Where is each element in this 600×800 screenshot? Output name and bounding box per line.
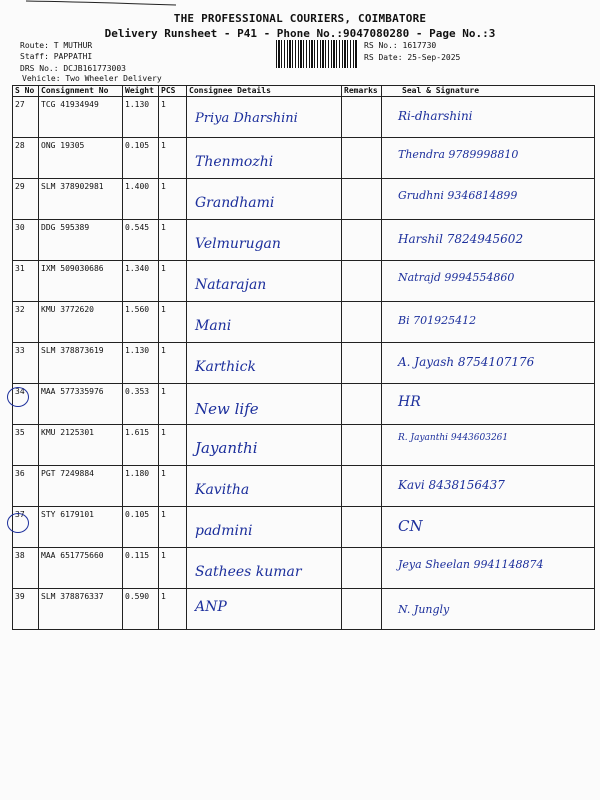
- row-sno-cell: [13, 261, 39, 302]
- row-signature-handwritten: HR: [398, 394, 421, 410]
- table-row: [13, 384, 595, 425]
- row-sno-cell: [13, 466, 39, 507]
- row-consignee-handwritten: Karthick: [195, 359, 256, 375]
- row-consignment-no-cell: [39, 548, 123, 589]
- row-pcs: 1: [161, 305, 166, 314]
- row-signature-handwritten: Ri-dharshini: [398, 109, 473, 123]
- vehicle-label: Vehicle: Two Wheeler Delivery: [22, 74, 162, 83]
- row-weight: 1.340: [125, 264, 150, 273]
- row-sno-cell: [13, 179, 39, 220]
- row-pcs-cell: [159, 425, 187, 466]
- row-signature-handwritten: Natrajd 9994554860: [398, 271, 515, 284]
- row-signature-handwritten: Thendra 9789998810: [398, 148, 519, 161]
- row-weight: 0.545: [125, 223, 150, 232]
- row-consignee-handwritten: Velmurugan: [195, 236, 281, 252]
- company-title: THE PROFESSIONAL COURIERS, COIMBATORE: [173, 12, 427, 25]
- row-seal-cell: [382, 343, 595, 384]
- row-consignee-cell: [187, 302, 342, 343]
- row-pcs-cell: [159, 220, 187, 261]
- row-consignee-handwritten: ANP: [195, 599, 227, 615]
- row-remarks-cell: [342, 343, 382, 384]
- row-consignee-handwritten: Sathees kumar: [195, 564, 302, 580]
- row-consignee-handwritten: Thenmozhi: [195, 154, 274, 170]
- row-pcs: 1: [161, 510, 166, 519]
- row-sno: 39: [15, 592, 25, 601]
- row-pcs-cell: [159, 507, 187, 548]
- row-pcs: 1: [161, 428, 166, 437]
- row-consignment-no: STY 6179101: [41, 510, 94, 519]
- table-row: [13, 425, 595, 466]
- table-row: [13, 548, 595, 589]
- row-consignment-no-cell: [39, 466, 123, 507]
- row-consignee-cell: [187, 343, 342, 384]
- col-remarks: Remarks: [342, 86, 382, 97]
- row-consignment-no: MAA 577335976: [41, 387, 104, 396]
- col-sno: S No: [13, 86, 39, 97]
- row-sno: 31: [15, 264, 25, 273]
- row-seal-cell: [382, 220, 595, 261]
- row-pcs: 1: [161, 182, 166, 191]
- row-sno-cell: [13, 220, 39, 261]
- row-remarks-cell: [342, 220, 382, 261]
- row-consignee-cell: [187, 220, 342, 261]
- row-seal-cell: [382, 589, 595, 630]
- drs-number: DRS No.: DCJB161773003: [20, 64, 126, 73]
- row-weight-cell: [123, 384, 159, 425]
- row-signature-handwritten: A. Jayash 8754107176: [398, 355, 535, 369]
- row-seal-cell: [382, 97, 595, 138]
- row-sno: 27: [15, 100, 25, 109]
- row-consignment-no: KMU 2125301: [41, 428, 94, 437]
- row-consignment-no: PGT 7249884: [41, 469, 94, 478]
- row-consignment-no-cell: [39, 97, 123, 138]
- row-pcs: 1: [161, 223, 166, 232]
- row-consignee-cell: [187, 179, 342, 220]
- row-consignee-cell: [187, 507, 342, 548]
- row-sno: 35: [15, 428, 25, 437]
- row-consignee-handwritten: Kavitha: [195, 482, 250, 498]
- row-sno: 32: [15, 305, 25, 314]
- row-consignment-no-cell: [39, 179, 123, 220]
- row-signature-handwritten: R. Jayanthi 9443603261: [398, 433, 509, 443]
- table-row: [13, 138, 595, 179]
- row-pcs-cell: [159, 179, 187, 220]
- row-seal-cell: [382, 179, 595, 220]
- row-consignment-no: SLM 378902981: [41, 182, 104, 191]
- row-weight-cell: [123, 220, 159, 261]
- row-pcs-cell: [159, 589, 187, 630]
- row-seal-cell: [382, 261, 595, 302]
- col-consignment: Consignment No: [39, 86, 123, 97]
- row-consignee-cell: [187, 589, 342, 630]
- row-weight-cell: [123, 343, 159, 384]
- row-weight-cell: [123, 507, 159, 548]
- row-pcs-cell: [159, 343, 187, 384]
- row-pcs: 1: [161, 100, 166, 109]
- row-consignee-cell: [187, 261, 342, 302]
- row-consignee-cell: [187, 384, 342, 425]
- row-signature-handwritten: Bi 701925412: [398, 314, 477, 327]
- row-consignment-no: TCG 41934949: [41, 100, 99, 109]
- row-seal-cell: [382, 302, 595, 343]
- row-consignment-no: ONG 19305: [41, 141, 85, 150]
- row-consignment-no-cell: [39, 425, 123, 466]
- row-weight-cell: [123, 261, 159, 302]
- row-seal-cell: [382, 138, 595, 179]
- row-consignment-no-cell: [39, 138, 123, 179]
- row-weight: 0.353: [125, 387, 150, 396]
- row-weight: 1.130: [125, 346, 150, 355]
- row-consignee-cell: [187, 466, 342, 507]
- row-weight-cell: [123, 466, 159, 507]
- row-sno-cell: [13, 97, 39, 138]
- row-pcs-cell: [159, 97, 187, 138]
- table-row: [13, 589, 595, 630]
- row-seal-cell: [382, 548, 595, 589]
- row-remarks-cell: [342, 179, 382, 220]
- row-consignee-cell: [187, 548, 342, 589]
- row-consignee-handwritten: Priya Dharshini: [195, 111, 298, 126]
- row-sno-cell: [13, 589, 39, 630]
- row-signature-handwritten: N. Jungly: [398, 603, 450, 616]
- row-remarks-cell: [342, 425, 382, 466]
- table-row: [13, 97, 595, 138]
- row-remarks-cell: [342, 466, 382, 507]
- row-consignee-handwritten: Jayanthi: [195, 439, 258, 457]
- table-row: [13, 507, 595, 548]
- col-pcs: PCS: [159, 86, 187, 97]
- row-seal-cell: [382, 466, 595, 507]
- row-pcs: 1: [161, 592, 166, 601]
- row-consignee-handwritten: Mani: [195, 318, 232, 334]
- row-sno: 29: [15, 182, 25, 191]
- table-row: [13, 466, 595, 507]
- row-consignment-no: IXM 509030686: [41, 264, 104, 273]
- row-pcs: 1: [161, 346, 166, 355]
- row-signature-handwritten: Kavi 8438156437: [398, 478, 505, 492]
- row-remarks-cell: [342, 138, 382, 179]
- rs-number: RS No.: 1617730: [364, 41, 437, 50]
- staff-label: Staff: PAPPATHI: [20, 52, 93, 61]
- row-sno: 34: [15, 387, 25, 396]
- row-consignee-cell: [187, 425, 342, 466]
- row-weight: 0.115: [125, 551, 150, 560]
- row-pcs: 1: [161, 387, 166, 396]
- rs-date: RS Date: 25-Sep-2025: [364, 53, 461, 62]
- row-sno-cell: [13, 548, 39, 589]
- row-consignment-no-cell: [39, 589, 123, 630]
- row-remarks-cell: [342, 261, 382, 302]
- row-consignment-no-cell: [39, 384, 123, 425]
- row-remarks-cell: [342, 507, 382, 548]
- row-sno-cell: [13, 425, 39, 466]
- row-weight-cell: [123, 548, 159, 589]
- row-sno: 37: [15, 510, 25, 519]
- row-consignee-cell: [187, 97, 342, 138]
- row-pcs: 1: [161, 469, 166, 478]
- row-weight: 1.130: [125, 100, 150, 109]
- row-signature-handwritten: Harshil 7824945602: [398, 232, 524, 246]
- row-seal-cell: [382, 507, 595, 548]
- row-consignment-no-cell: [39, 220, 123, 261]
- col-consignee: Consignee Details: [187, 86, 342, 97]
- row-pcs-cell: [159, 548, 187, 589]
- row-consignment-no: KMU 3772620: [41, 305, 94, 314]
- col-seal: Seal & Signature: [382, 86, 595, 97]
- row-pcs-cell: [159, 138, 187, 179]
- row-sno: 30: [15, 223, 25, 232]
- row-consignment-no: DDG 595389: [41, 223, 90, 232]
- row-pcs: 1: [161, 264, 166, 273]
- row-weight: 1.180: [125, 469, 150, 478]
- row-remarks-cell: [342, 302, 382, 343]
- table-row: [13, 343, 595, 384]
- row-consignment-no: SLM 378873619: [41, 346, 104, 355]
- row-pcs: 1: [161, 551, 166, 560]
- table-row: [13, 302, 595, 343]
- row-consignment-no: SLM 378876337: [41, 592, 104, 601]
- row-weight: 0.105: [125, 141, 150, 150]
- pen-circle-34: [7, 387, 29, 407]
- row-sno-cell: [13, 343, 39, 384]
- row-sno-cell: [13, 302, 39, 343]
- row-signature-handwritten: CN: [398, 517, 423, 535]
- row-consignment-no-cell: [39, 302, 123, 343]
- row-sno-cell: [13, 138, 39, 179]
- row-consignee-handwritten: Natarajan: [195, 277, 267, 293]
- table-row: [13, 179, 595, 220]
- row-consignment-no-cell: [39, 261, 123, 302]
- row-consignee-cell: [187, 138, 342, 179]
- barcode: [276, 40, 358, 68]
- pen-mark: [26, 0, 176, 6]
- row-consignment-no-cell: [39, 507, 123, 548]
- row-signature-handwritten: Jeya Sheelan 9941148874: [398, 558, 544, 571]
- row-pcs: 1: [161, 141, 166, 150]
- row-consignment-no-cell: [39, 343, 123, 384]
- row-weight-cell: [123, 138, 159, 179]
- row-remarks-cell: [342, 97, 382, 138]
- row-weight: 0.590: [125, 592, 150, 601]
- row-pcs-cell: [159, 302, 187, 343]
- row-pcs-cell: [159, 466, 187, 507]
- row-remarks-cell: [342, 548, 382, 589]
- row-weight-cell: [123, 302, 159, 343]
- row-weight: 1.615: [125, 428, 150, 437]
- row-weight-cell: [123, 589, 159, 630]
- row-sno: 36: [15, 469, 25, 478]
- row-sno: 28: [15, 141, 25, 150]
- row-signature-handwritten: Grudhni 9346814899: [398, 189, 518, 202]
- table-row: [13, 220, 595, 261]
- row-sno: 33: [15, 346, 25, 355]
- row-consignee-handwritten: padmini: [195, 523, 253, 539]
- row-sno: 38: [15, 551, 25, 560]
- row-weight-cell: [123, 97, 159, 138]
- row-consignee-handwritten: New life: [195, 400, 259, 418]
- row-consignment-no: MAA 651775660: [41, 551, 104, 560]
- runsheet-subtitle: Delivery Runsheet - P41 - Phone No.:9047080280 - Page No.:3: [104, 27, 496, 40]
- row-weight-cell: [123, 179, 159, 220]
- row-consignee-handwritten: Grandhami: [195, 195, 275, 211]
- row-pcs-cell: [159, 261, 187, 302]
- row-weight: 1.400: [125, 182, 150, 191]
- table-row: [13, 261, 595, 302]
- pen-circle-37: [7, 513, 29, 533]
- col-weight: Weight: [123, 86, 159, 97]
- runsheet-table: [12, 85, 595, 630]
- row-weight-cell: [123, 425, 159, 466]
- row-pcs-cell: [159, 384, 187, 425]
- row-weight: 0.105: [125, 510, 150, 519]
- row-weight: 1.560: [125, 305, 150, 314]
- row-remarks-cell: [342, 589, 382, 630]
- row-seal-cell: [382, 384, 595, 425]
- row-seal-cell: [382, 425, 595, 466]
- route-label: Route: T MUTHUR: [20, 41, 93, 50]
- row-remarks-cell: [342, 384, 382, 425]
- table-header-row: [13, 86, 595, 97]
